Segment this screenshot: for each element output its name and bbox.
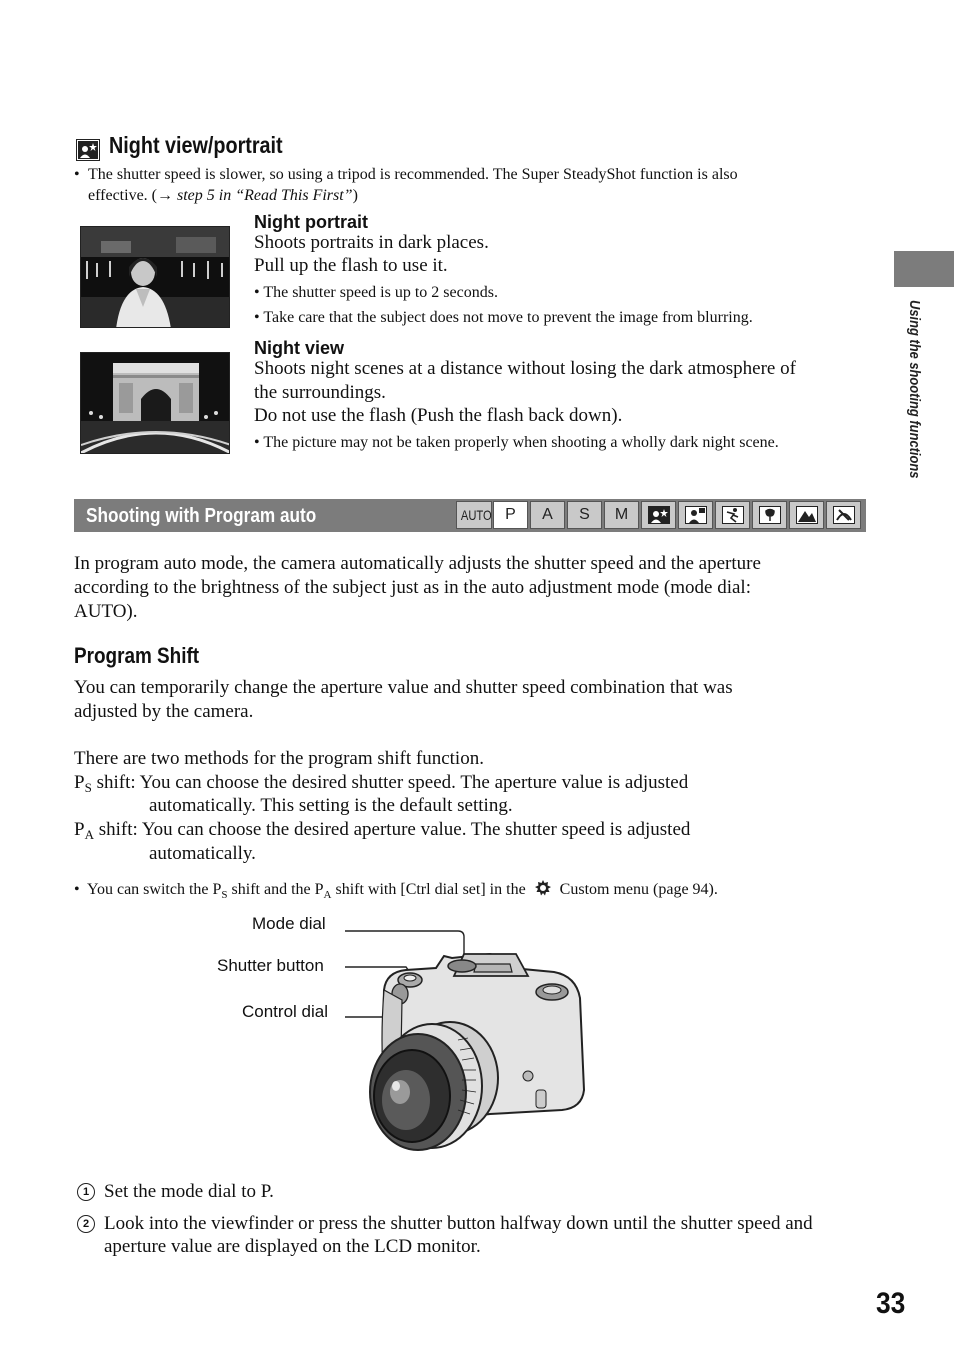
portrait-mode-icon bbox=[678, 501, 713, 529]
night-portrait-photo bbox=[80, 226, 230, 328]
tripod-note: • The shutter speed is slower, so using a tripod is recommended. The Super SteadyShot function is also effective. (→ step 5 in “Read This First”) bbox=[74, 166, 738, 204]
pa-shift-line1: $P_A$ shift: You can choose the desired aperture value. The shutter speed is adjusted bbox=[74, 819, 691, 842]
night-view-icon bbox=[76, 139, 100, 161]
mode-auto: AUTO bbox=[456, 501, 492, 529]
step-1-text: Set the mode dial to P. bbox=[104, 1181, 274, 1202]
arrow-icon: → bbox=[157, 187, 173, 204]
night-view-title: Night view bbox=[254, 338, 345, 358]
step-2-line1: Look into the viewfinder or press the shutter button halfway down until the shutter speed and bbox=[104, 1213, 813, 1234]
gear-icon bbox=[534, 879, 552, 903]
banner-title: Shooting with Program auto bbox=[86, 505, 317, 527]
mode-s: S bbox=[567, 501, 602, 529]
night-view-bullet-1: • The picture may not be taken properly when shooting a wholly dark night scene. bbox=[254, 434, 779, 451]
sunset-mode-icon bbox=[826, 501, 861, 529]
program-shift-heading: Program Shift bbox=[74, 643, 200, 668]
night-portrait-desc-2: Pull up the flash to use it. bbox=[254, 255, 448, 276]
page-number: 33 bbox=[876, 1287, 906, 1320]
mode-m: M bbox=[604, 501, 639, 529]
camera-diagram bbox=[340, 920, 590, 1155]
mode-p: P bbox=[493, 501, 528, 529]
night-portrait-title: Night portrait bbox=[254, 212, 368, 232]
program-shift-p1-line2: adjusted by the camera. bbox=[74, 701, 254, 722]
intro-line-2: according to the brightness of the subject just as in the auto adjustment mode (mode dial: bbox=[74, 577, 751, 598]
label-shutter-button: Shutter button bbox=[217, 956, 324, 975]
program-shift-p1-line1: You can temporarily change the aperture value and shutter speed combination that was bbox=[74, 677, 733, 698]
side-tab-marker bbox=[894, 251, 954, 287]
macro-mode-icon bbox=[752, 501, 787, 529]
program-shift-p2: There are two methods for the program shift function. bbox=[74, 748, 484, 769]
step-2-number: 2 bbox=[77, 1215, 95, 1233]
night-view-desc-3: Do not use the flash (Push the flash back down). bbox=[254, 405, 623, 426]
cross-reference: step 5 in “Read This First” bbox=[177, 187, 353, 204]
night-portrait-bullet-2: • Take care that the subject does not move to prevent the image from blurring. bbox=[254, 309, 753, 326]
pa-shift-line2: automatically. bbox=[149, 843, 256, 864]
intro-line-1: In program auto mode, the camera automatically adjusts the shutter speed and the aperture bbox=[74, 553, 761, 574]
step-1-number: 1 bbox=[77, 1183, 95, 1201]
night-view-photo bbox=[80, 352, 230, 454]
night-portrait-desc-1: Shoots portraits in dark places. bbox=[254, 232, 489, 253]
landscape-mode-icon bbox=[789, 501, 824, 529]
night-view-desc-2: the surroundings. bbox=[254, 382, 386, 403]
section-heading: Night view/portrait bbox=[109, 132, 283, 158]
label-control-dial: Control dial bbox=[242, 1002, 328, 1021]
night-view-desc-1: Shoots night scenes at a distance without losing the dark atmosphere of bbox=[254, 358, 796, 379]
night-portrait-mode-icon bbox=[641, 501, 676, 529]
shift-switch-note: • You can switch the $P_S$ shift and the $P_A$ shift with [Ctrl dial set] in the Custom menu (page 94). bbox=[74, 881, 718, 901]
side-tab-label: Using the shooting functions bbox=[906, 300, 923, 479]
ps-shift-line2: automatically. This setting is the default setting. bbox=[149, 795, 513, 816]
step-2-line2: aperture value are displayed on the LCD monitor. bbox=[104, 1236, 481, 1257]
night-portrait-bullet-1: • The shutter speed is up to 2 seconds. bbox=[254, 284, 498, 301]
label-mode-dial: Mode dial bbox=[252, 914, 326, 933]
mode-a: A bbox=[530, 501, 565, 529]
sports-mode-icon bbox=[715, 501, 750, 529]
intro-line-3: AUTO). bbox=[74, 601, 138, 622]
ps-shift-line1: $P_S$ shift: You can choose the desired shutter speed. The aperture value is adjusted bbox=[74, 772, 689, 795]
